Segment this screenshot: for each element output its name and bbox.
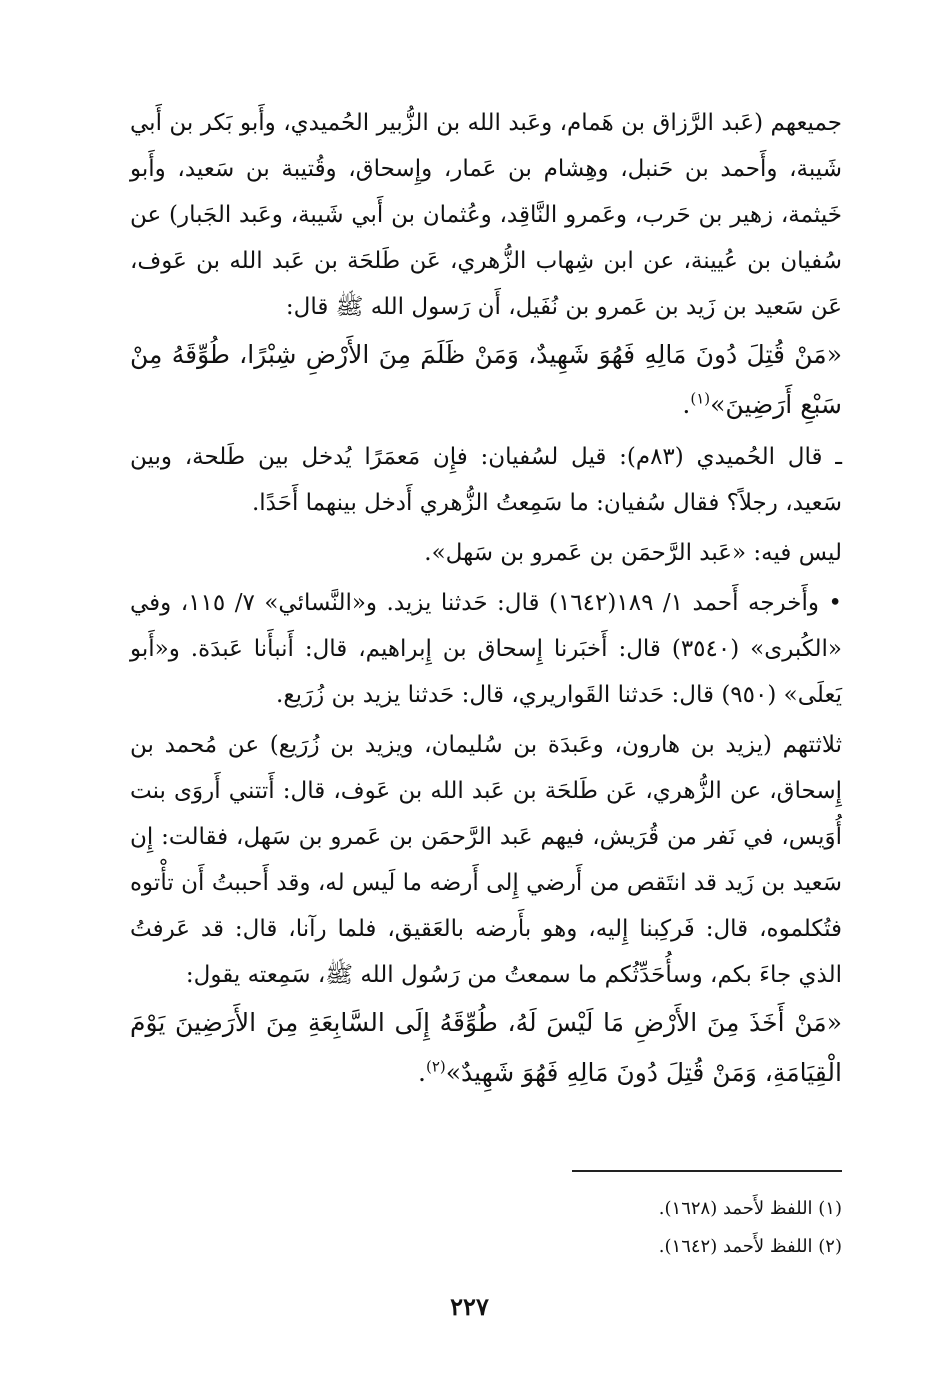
omission-note-paragraph: ليس فيه: «عَبد الرَّحمَن بن عَمرو بن سَهل». (424, 540, 842, 566)
footnote-1: (١) اللفظ لأَحمد (١٦٢٨). (658, 1198, 842, 1219)
footnote-marker-1: (١) (690, 389, 711, 408)
takhrij-paragraph: • وأَخرجه أَحمد ١/ ١٨٩(١٦٤٢) قال: حَدثنا يزيد. و«النَّسائي» ٧/ ١١٥، وفي «الكُبرى» (٣٥٤٠) قال: أَخبَرنا إِسحاق بن إِبراهيم، قال: أَنبأَنا عَبدَة. و«أَبو يَعلَى» (٩٥٠) قال: حَدثنا القَواريري، قال: حَدثنا يزيد بن زُرَيع. (130, 590, 842, 708)
isnad-paragraph-2: ثلاثتهم (يزيد بن هارون، وعَبدَة بن سُليمان، ويزيد بن زُرَيع) عن مُحمد بن إِسحاق، عن الزُّهري، عَن طَلحَة بن عَبد الله بن عَوف، قال: أَتتني أَروَى بنت أُوَيس، في نَفر من قُرَيش، فيهم عَبد الرَّحمَن بن عَمرو بن سَهل، فقالت: إِن سَعيد بن زَيد قد انتَقص من أَرضي إِلى أَرضه ما لَيس له، وقد أَحببتُ أَن تأْتوه فتُكلموه، قال: فَركِبنا إِليه، وهو بأَرضه بالعَقيق، فلما رآنا، قال: قد عَرفتُ الذي جاءَ بكم، وسأُحَدِّثُكم ما سمعتُ من رَسُول الله ﷺ، سَمِعته يقول: (130, 732, 842, 988)
hadith-text-2-end: . (418, 1058, 426, 1087)
hadith-text-1 (130, 330, 842, 430)
hadith-text-2 (130, 998, 842, 1098)
hadith-text-1-end: . (682, 390, 691, 419)
hadith-text-2-body: «مَنْ أَخَذَ مِنَ الأَرْضِ مَا لَيْسَ لَهُ، طُوِّقَهُ إِلَى السَّابِعَةِ مِنَ الأَرَضِينَ يَوْمَ الْقِيَامَةِ، وَمَنْ قُتِلَ دُونَ مَالِهِ فَهُوَ شَهِيدٌ» (130, 1008, 842, 1087)
footnotes (130, 1190, 842, 1266)
footnote-2: (٢) اللفظ لأَحمد (١٦٤٢). (658, 1236, 842, 1257)
hadith-text-1-body: «مَنْ قُتِلَ دُونَ مَالِهِ فَهُوَ شَهِيدٌ، وَمَنْ ظَلَمَ مِنَ الأَرْضِ شِبْرًا، طُوِّقَهُ مِنْ سَبْعِ أَرَضِينَ» (130, 340, 842, 419)
footnote-separator (572, 1170, 842, 1172)
footnote-marker-2: (٢) (425, 1057, 446, 1076)
isnad-paragraph-1: جميعهم (عَبد الرَّزاق بن هَمام، وعَبد الله بن الزُّبير الحُميدي، وأَبو بَكر بن أَبي شَيبة، وأَحمد بن حَنبل، وهِشام بن عَمار، وإِسحاق، وقُتيبة بن سَعيد، وأَبو خَيثمة، زهير بن حَرب، وعَمرو النَّاقِد، وعُثمان بن أَبي شَيبة، وعَبد الجَبار) عن سُفيان بن عُيينة، عن ابن شِهاب الزُّهري، عَن طَلحَة بن عَبد الله بن عَوف، عَن سَعيد بن زَيد بن عَمرو بن نُفَيل، أَن رَسول الله ﷺ قال: (130, 110, 842, 320)
page-body (130, 100, 842, 1098)
humaidi-note-paragraph: ـ قال الحُميدي (٨٣م): قيل لسُفيان: فإِن مَعمَرًا يُدخل بين طَلحة، وبين سَعيد، رجلاً؟ فقال سُفيان: ما سَمِعتُ الزُّهري أَدخل بينهما أَحَدًا. (130, 444, 842, 516)
page-number: ٢٢٧ (450, 1292, 489, 1321)
